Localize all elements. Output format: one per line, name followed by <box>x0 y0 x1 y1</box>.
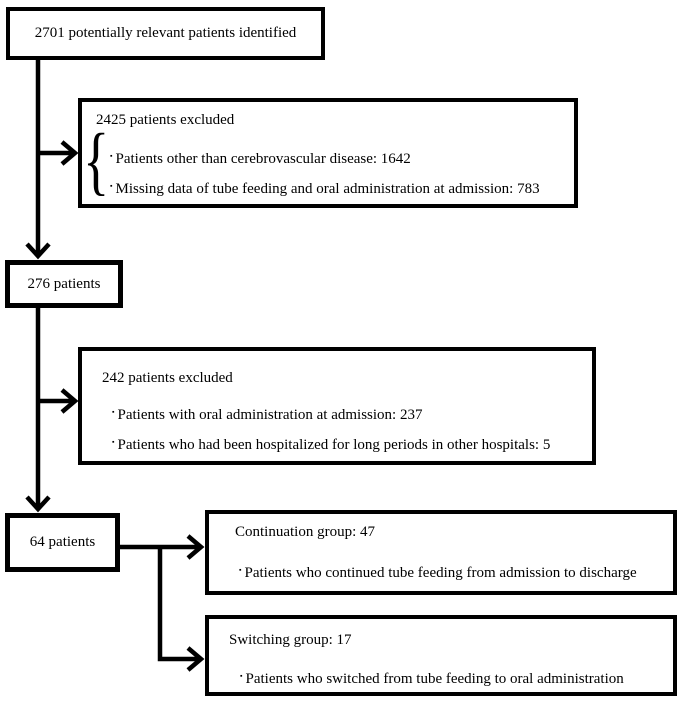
bullet-icon: ▪ <box>240 672 243 680</box>
arrow-276-to-64 <box>27 308 49 509</box>
exclusion-item-text: Patients other than cerebrovascular disease: 1642 <box>115 151 411 167</box>
arrow-branch-to-excluded-first <box>38 142 75 164</box>
node-excluded-first <box>78 98 578 208</box>
node-continuation-group-title: Continuation group: 47 <box>235 524 375 540</box>
group-item-text: Patients who continued tube feeding from admission to discharge <box>244 565 637 581</box>
node-excluded-second-title: 242 patients excluded <box>102 370 233 386</box>
exclusion-item <box>110 177 540 198</box>
node-continuation-group <box>205 510 677 595</box>
node-switching-group <box>205 615 677 696</box>
group-item <box>239 561 637 582</box>
node-276-patients-label: 276 patients <box>27 275 101 292</box>
node-identified-label: 2701 potentially relevant patients identified <box>34 25 297 41</box>
bullet-icon: ▪ <box>112 408 115 416</box>
node-excluded-second <box>78 347 596 465</box>
node-identified <box>6 7 325 60</box>
exclusion-item-text: Patients who had been hospitalized for long periods in other hospitals: 5 <box>117 437 551 453</box>
group-item <box>240 667 624 688</box>
group-item-text: Patients who switched from tube feeding to oral administration <box>245 671 624 687</box>
node-64-patients-label: 64 patients <box>29 534 96 550</box>
node-excluded-first-title: 2425 patients excluded <box>96 112 235 128</box>
bullet-icon: ▪ <box>110 152 113 160</box>
node-switching-group-title: Switching group: 17 <box>229 632 352 648</box>
brace-decoration: { <box>83 119 110 203</box>
arrow-identified-to-276 <box>27 60 49 256</box>
bullet-icon: ▪ <box>110 182 113 190</box>
exclusion-item-text: Patients with oral administration at admission: 237 <box>117 407 423 423</box>
exclusion-item <box>112 403 422 424</box>
node-276-patients <box>5 260 123 308</box>
bullet-icon: ▪ <box>239 566 242 574</box>
bullet-icon: ▪ <box>112 438 115 446</box>
arrow-branch-to-excluded-second <box>38 390 75 412</box>
exclusion-item <box>110 147 411 168</box>
exclusion-item <box>112 433 550 454</box>
node-64-patients <box>5 513 120 572</box>
arrow-64-to-switching <box>160 547 201 670</box>
exclusion-item-text: Missing data of tube feeding and oral administration at admission: 783 <box>115 181 540 197</box>
arrow-64-to-continuation <box>118 536 201 558</box>
